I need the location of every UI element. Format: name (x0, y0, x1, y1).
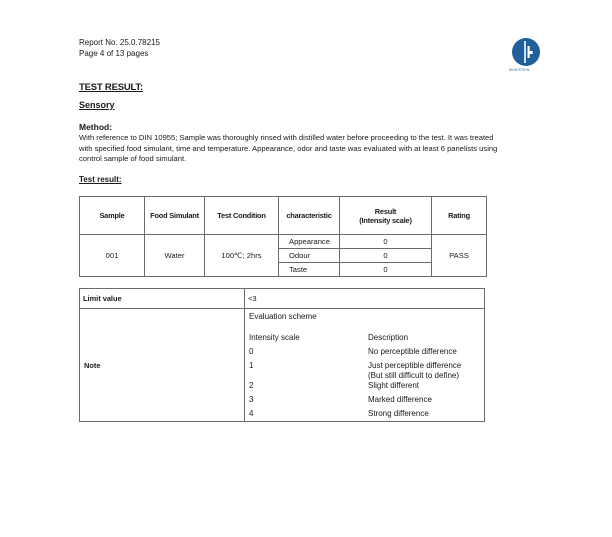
header-test-condition: Test Condition (205, 197, 279, 235)
scheme-col-intensity: Intensity scale (249, 333, 300, 342)
scheme-scale: 2 (249, 381, 254, 390)
cell-result: 0 (340, 235, 432, 249)
scheme-col-description: Description (368, 333, 409, 342)
header-characteristic: characteristic (279, 197, 340, 235)
report-number: Report No. 25.0.78215 (79, 38, 160, 47)
header-rating: Rating (432, 197, 487, 235)
scheme-description: Slight different (368, 381, 419, 390)
test-result-label: Test result: (79, 175, 122, 184)
result-table (79, 196, 487, 277)
method-description: With reference to DIN 10955; Sample was thoroughly rinsed with distilled water before proceeding to the test. It was treated with specified food simulant, time and temperature. Appearance, odor and taste was evaluated with at least 6 panelists using control sample of food simulant. (79, 133, 498, 163)
cell-characteristic: Taste (279, 263, 340, 277)
method-heading: Method: (79, 122, 113, 132)
logo-caption: WINDSTEIN (509, 68, 530, 72)
header-result (340, 197, 432, 235)
cell-rating: PASS (432, 235, 487, 277)
scheme-description: Just perceptible difference (368, 361, 462, 370)
cell-characteristic: Appearance (279, 235, 340, 249)
cell-food-simulant: Water (145, 235, 205, 277)
header-food-simulant: Food Simulant (145, 197, 205, 235)
scheme-description: Marked difference (368, 395, 432, 404)
scheme-description-note: (But still difficult to define) (368, 371, 460, 380)
header-sample: Sample (80, 197, 145, 235)
limit-value: <3 (245, 289, 485, 309)
table-row (80, 235, 487, 249)
cell-result: 0 (340, 249, 432, 263)
header-result-line2: (Intensity scale) (359, 215, 412, 225)
cell-test-condition: 100℃; 2hrs (205, 235, 279, 277)
scheme-scale: 0 (249, 347, 254, 356)
scheme-title: Evaluation scheme (249, 312, 317, 321)
limit-row (80, 289, 485, 309)
cell-result: 0 (340, 263, 432, 277)
limit-label: Limit value (80, 289, 245, 309)
company-logo-icon (511, 37, 541, 67)
scheme-description: No perceptible difference (368, 347, 457, 356)
note-row (80, 309, 485, 422)
limit-table (79, 288, 485, 422)
page-indicator: Page 4 of 13 pages (79, 49, 149, 58)
test-result-heading: TEST RESULT: (79, 82, 143, 93)
result-table-header (80, 197, 487, 235)
scheme-scale: 4 (249, 409, 254, 418)
scheme-description: Strong difference (368, 409, 429, 418)
cell-sample: 001 (80, 235, 145, 277)
scheme-scale: 3 (249, 395, 254, 404)
scheme-scale: 1 (249, 361, 254, 370)
evaluation-scheme (245, 309, 485, 422)
note-label: Note (80, 309, 245, 422)
cell-characteristic: Odour (279, 249, 340, 263)
sensory-heading: Sensory (79, 100, 115, 110)
header-result-line1: Result (374, 206, 397, 216)
